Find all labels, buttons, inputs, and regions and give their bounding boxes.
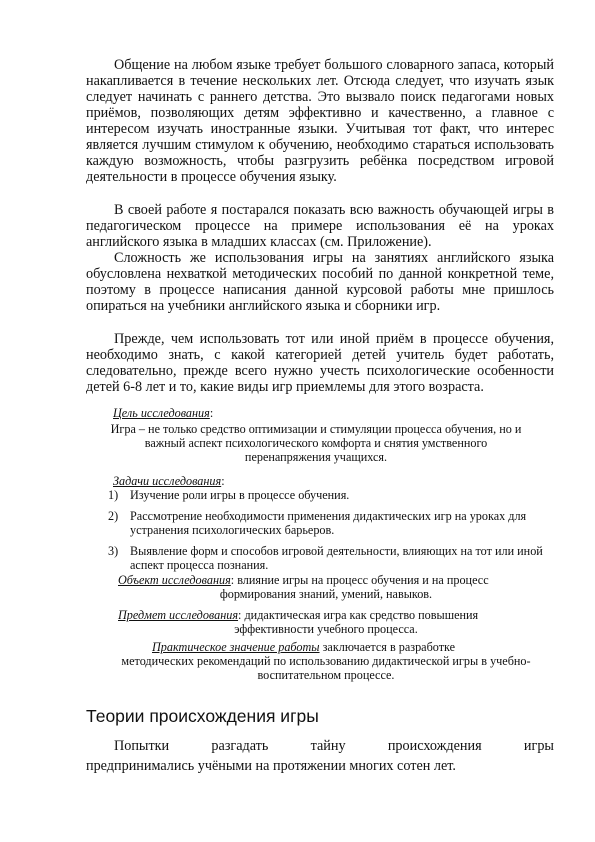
list-item-number: 2): [108, 508, 119, 523]
practical-label: Практическое значение работы: [152, 640, 320, 654]
list-item: [108, 489, 548, 503]
tasks-label-line: [113, 475, 225, 489]
subject-line-2: эффективности учебного процесса.: [234, 622, 418, 636]
word: разгадать: [211, 738, 269, 754]
goal-text: Игра – не только средство оптимизации и стимуляции процесса обучения, но и важный аспект психологического комфорта и снятия умственного перенапряжения учащихся.: [110, 422, 522, 464]
practical-line-2: методических рекомендаций по использованию дидактической игры в учебно-воспитательном процессе.: [121, 654, 531, 682]
word: Попытки: [114, 738, 170, 754]
goal-label-colon: :: [209, 406, 214, 420]
subject-line: [118, 609, 558, 623]
practical-text: заключается в разработке: [319, 640, 456, 654]
list-item-text: Изучение роли игры в процессе обучения.: [130, 488, 350, 502]
word: игры: [523, 738, 554, 754]
goal-label: Цель исследования: [113, 406, 210, 420]
practical-line: [152, 641, 552, 655]
tasks-label: Задачи исследования: [113, 474, 222, 488]
object-label: Объект исследования: [118, 573, 231, 587]
section-paragraph-line-1: [86, 737, 554, 757]
list-item: [108, 545, 548, 573]
list-item-text: Рассмотрение необходимости применения дидактических игр на уроках для устранения психологических барьеров.: [130, 508, 527, 537]
work-purpose-paragraph: В своей работе я постарался показать всю важность обучающей игры в педагогическом процессе на примере использования её на уроках английского языка в младших классах (см. Приложение).: [86, 202, 554, 251]
word: тайну: [310, 738, 346, 754]
object-text: : влияние игры на процесс обучения и на процесс: [230, 573, 489, 587]
tasks-list: [108, 489, 548, 580]
section-paragraph: [86, 737, 554, 776]
goal-label-line: [113, 407, 213, 421]
list-item-number: 1): [108, 488, 119, 502]
list-item-text: Выявление форм и способов игровой деятельности, влияющих на тот или иной аспект процесса познания.: [130, 543, 543, 572]
object-line: [118, 574, 558, 588]
list-item-number: 3): [108, 543, 119, 558]
intro-paragraph: Общение на любом языке требует большого словарного запаса, который накапливается в течение нескольких лет. Отсюда следует, что изучать язык следует начинать с раннего детства. Это вызвало поиск педагогами новых приёмов, позволяющих детям эффективно и качественно, а главное с интересом изучать иностранные языки. Учитывая тот факт, что интерес является лучшим стимулом к обучению, необходимо стараться использовать каждую возможность, чтобы разгрузить ребёнка посредством игровой деятельности в процессе обучения языку.: [86, 57, 554, 186]
word: происхождения: [387, 738, 482, 754]
section-paragraph-line-2: предпринимались учёными на протяжении многих сотен лет.: [86, 757, 456, 774]
subject-text: : дидактическая игра как средство повышения: [238, 608, 479, 622]
difficulty-paragraph: Сложность же использования игры на занятиях английского языка обусловлена нехваткой методических пособий по данной конкретной теме, поэтому в процессе написания данной курсовой работы мне пришлось опираться на учебники английского языка и сборники игр.: [86, 250, 554, 315]
list-item: [108, 510, 548, 538]
object-line-2: формирования знаний, умений, навыков.: [219, 587, 433, 601]
subject-label: Предмет исследования: [118, 608, 239, 622]
psychology-paragraph: Прежде, чем использовать тот или иной приём в процессе обучения, необходимо знать, с какой категорией детей учитель будет работать, следовательно, прежде всего нужно учесть психологические особенности детей 6-8 лет и то, какие виды игр приемлемы для этого возраста.: [86, 331, 554, 396]
section-heading: Теории происхождения игры: [86, 706, 319, 726]
tasks-label-colon: :: [221, 474, 225, 488]
